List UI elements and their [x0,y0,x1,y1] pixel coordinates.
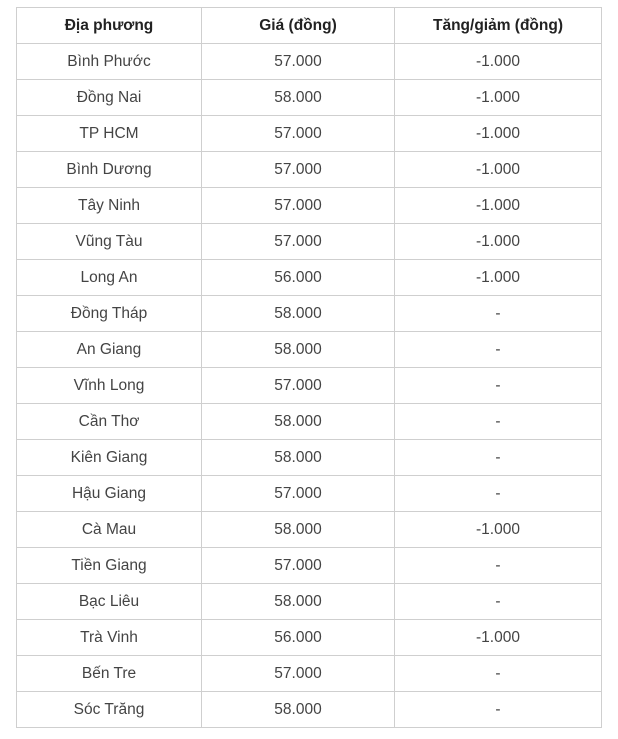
cell-price: 57.000 [202,152,395,188]
cell-price: 57.000 [202,476,395,512]
cell-change: -1.000 [395,116,602,152]
cell-price: 56.000 [202,260,395,296]
table-body [17,44,602,728]
cell-region: Hậu Giang [17,476,202,512]
cell-change: -1.000 [395,44,602,80]
table-row [17,296,602,332]
cell-price: 58.000 [202,80,395,116]
table-row [17,116,602,152]
cell-change: - [395,548,602,584]
table-row [17,584,602,620]
cell-price: 58.000 [202,296,395,332]
table-row [17,620,602,656]
cell-change: -1.000 [395,620,602,656]
cell-change: - [395,404,602,440]
header-row [17,8,602,44]
cell-price: 58.000 [202,584,395,620]
cell-change: - [395,476,602,512]
cell-change: - [395,332,602,368]
cell-region: Bình Phước [17,44,202,80]
table-row [17,512,602,548]
table-row [17,332,602,368]
cell-change: - [395,368,602,404]
table-row [17,548,602,584]
cell-change: - [395,656,602,692]
price-table [16,7,602,728]
cell-region: Cà Mau [17,512,202,548]
cell-region: An Giang [17,332,202,368]
header-region: Địa phương [17,8,202,44]
cell-price: 57.000 [202,548,395,584]
table-row [17,368,602,404]
cell-price: 56.000 [202,620,395,656]
table-row [17,188,602,224]
cell-region: Đồng Tháp [17,296,202,332]
cell-region: Long An [17,260,202,296]
cell-change: -1.000 [395,152,602,188]
cell-price: 58.000 [202,332,395,368]
table-row [17,476,602,512]
cell-region: Bến Tre [17,656,202,692]
price-table-container [16,7,602,728]
cell-region: Tiền Giang [17,548,202,584]
cell-region: Cần Thơ [17,404,202,440]
cell-region: TP HCM [17,116,202,152]
cell-region: Bình Dương [17,152,202,188]
cell-change: -1.000 [395,260,602,296]
header-price: Giá (đồng) [202,8,395,44]
cell-change: - [395,440,602,476]
cell-region: Tây Ninh [17,188,202,224]
cell-region: Kiên Giang [17,440,202,476]
cell-price: 58.000 [202,440,395,476]
cell-region: Bạc Liêu [17,584,202,620]
cell-region: Sóc Trăng [17,692,202,728]
cell-change: - [395,584,602,620]
cell-region: Vĩnh Long [17,368,202,404]
table-row [17,692,602,728]
table-header [17,8,602,44]
cell-change: -1.000 [395,80,602,116]
cell-price: 57.000 [202,224,395,260]
cell-price: 57.000 [202,656,395,692]
cell-change: -1.000 [395,512,602,548]
cell-change: - [395,692,602,728]
cell-region: Vũng Tàu [17,224,202,260]
table-row [17,440,602,476]
cell-price: 57.000 [202,116,395,152]
table-row [17,80,602,116]
cell-price: 57.000 [202,188,395,224]
table-row [17,44,602,80]
cell-price: 57.000 [202,44,395,80]
table-row [17,656,602,692]
header-change: Tăng/giảm (đồng) [395,8,602,44]
cell-price: 57.000 [202,368,395,404]
cell-price: 58.000 [202,692,395,728]
table-row [17,152,602,188]
cell-change: - [395,296,602,332]
table-row [17,260,602,296]
cell-change: -1.000 [395,188,602,224]
table-row [17,404,602,440]
cell-change: -1.000 [395,224,602,260]
cell-region: Trà Vinh [17,620,202,656]
cell-price: 58.000 [202,512,395,548]
cell-region: Đồng Nai [17,80,202,116]
table-row [17,224,602,260]
cell-price: 58.000 [202,404,395,440]
